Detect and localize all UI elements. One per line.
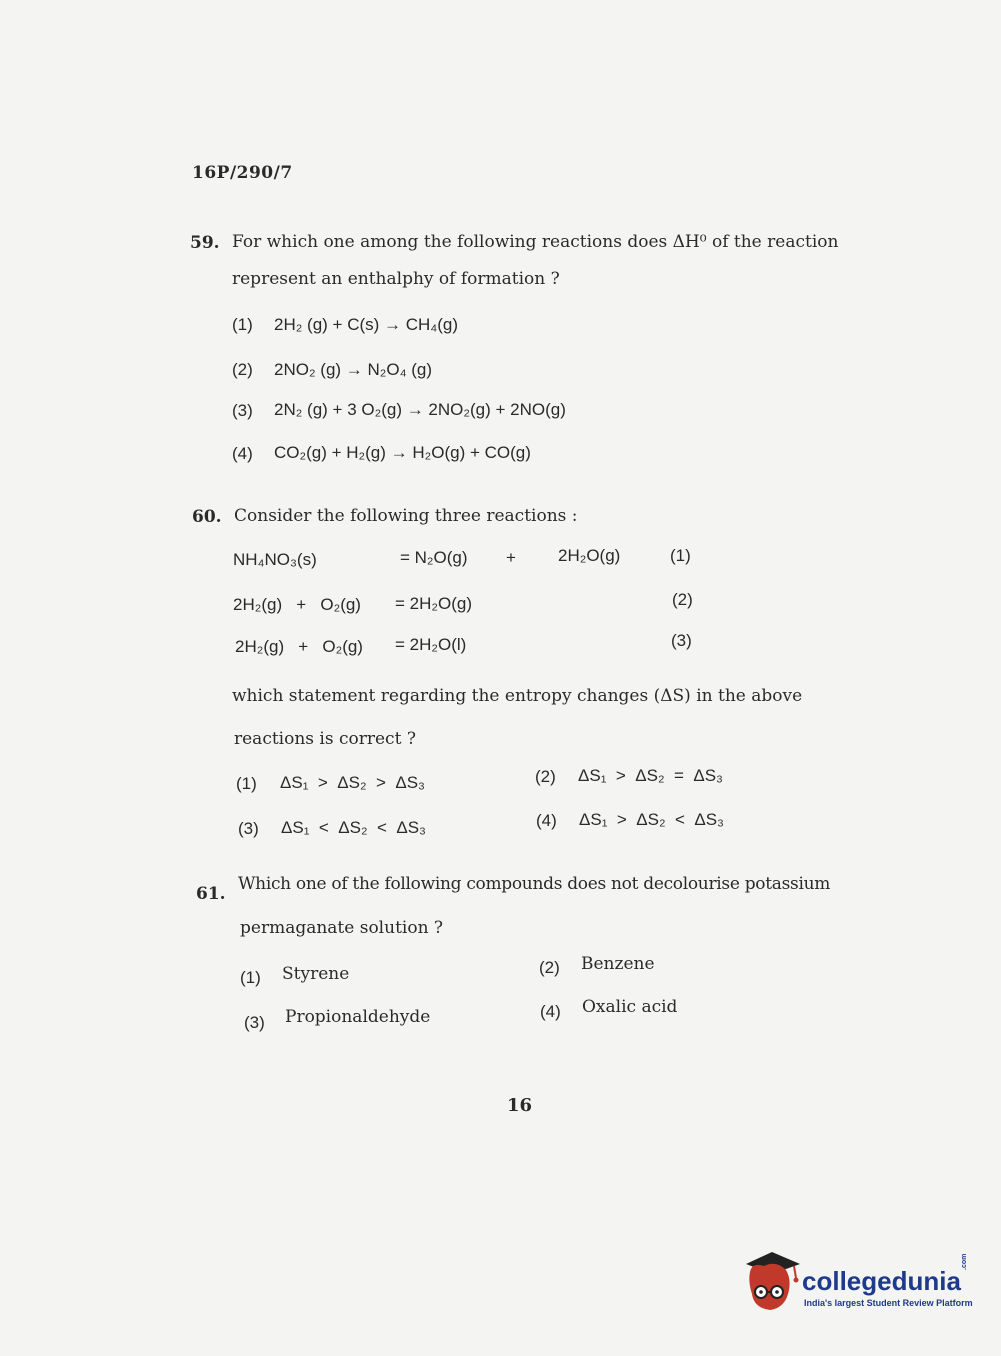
option-number: (2) [535, 767, 556, 786]
logo-tagline: India's largest Student Review Platform [804, 1298, 973, 1308]
question-number: 61. [196, 884, 226, 904]
question-text-line2: represent an enthalphy of formation ? [232, 269, 560, 289]
reaction-label: (2) [672, 590, 693, 609]
question-text-line1: For which one among the following reactions does ΔH⁰ of the reaction [232, 232, 839, 252]
reaction-lhs: 2H₂(g) + O₂(g) [235, 637, 363, 656]
logo-suffix: .com [961, 1253, 968, 1270]
option-number: (3) [232, 401, 253, 420]
question-text-line1: which statement regarding the entropy changes (ΔS) in the above [232, 686, 803, 706]
option-number: (1) [236, 774, 257, 793]
question-intro: Consider the following three reactions : [234, 506, 578, 526]
option-number: (1) [232, 315, 253, 334]
option-number: (4) [536, 811, 557, 830]
option-text: ΔS₁ > ΔS₂ = ΔS₃ [578, 766, 723, 785]
mascot-icon [742, 1250, 802, 1316]
option-text: ΔS₁ > ΔS₂ > ΔS₃ [280, 773, 425, 792]
option-number: (4) [232, 444, 253, 463]
collegedunia-logo [742, 1250, 972, 1320]
option-number: (2) [232, 360, 253, 379]
reaction-product: 2H₂O(g) [558, 546, 621, 565]
reaction-plus: + [506, 548, 516, 567]
question-number: 60. [192, 507, 222, 527]
reaction-label: (3) [671, 631, 692, 650]
logo-wordmark: collegedunia [802, 1266, 961, 1296]
reaction-rhs: = N₂O(g) [400, 548, 468, 567]
option-text: 2NO₂ (g) → N₂O₄ (g) [274, 360, 433, 379]
option-text: Styrene [282, 964, 350, 984]
paper-code: 16P/290/7 [192, 163, 293, 183]
reaction-label: (1) [670, 546, 691, 565]
page-number: 16 [507, 1095, 533, 1116]
question-number: 59. [190, 233, 220, 253]
option-number: (1) [240, 968, 261, 987]
option-number: (3) [244, 1013, 265, 1032]
reaction-lhs: NH₄NO₃(s) [233, 550, 317, 569]
option-text: Oxalic acid [582, 997, 678, 1017]
question-text-line1: Which one of the following compounds does not decolourise potassium [238, 874, 831, 894]
option-text: Benzene [581, 954, 655, 974]
option-number: (4) [540, 1002, 561, 1021]
option-text: Propionaldehyde [285, 1007, 431, 1027]
option-text: 2N₂ (g) + 3 O₂(g) → 2NO₂(g) + 2NO(g) [274, 400, 566, 419]
option-text: ΔS₁ > ΔS₂ < ΔS₃ [579, 810, 724, 829]
option-text: 2H₂ (g) + C(s) → CH₄(g) [274, 315, 459, 334]
option-text: CO₂(g) + H₂(g) → H₂O(g) + CO(g) [274, 443, 531, 462]
option-number: (2) [539, 958, 560, 977]
reaction-rhs: = 2H₂O(l) [395, 635, 467, 654]
reaction-lhs: 2H₂(g) + O₂(g) [233, 595, 361, 614]
option-number: (3) [238, 819, 259, 838]
option-text: ΔS₁ < ΔS₂ < ΔS₃ [281, 818, 426, 837]
reaction-rhs: = 2H₂O(g) [395, 594, 472, 613]
question-text-line2: reactions is correct ? [234, 729, 416, 749]
question-text-line2: permaganate solution ? [240, 918, 444, 938]
